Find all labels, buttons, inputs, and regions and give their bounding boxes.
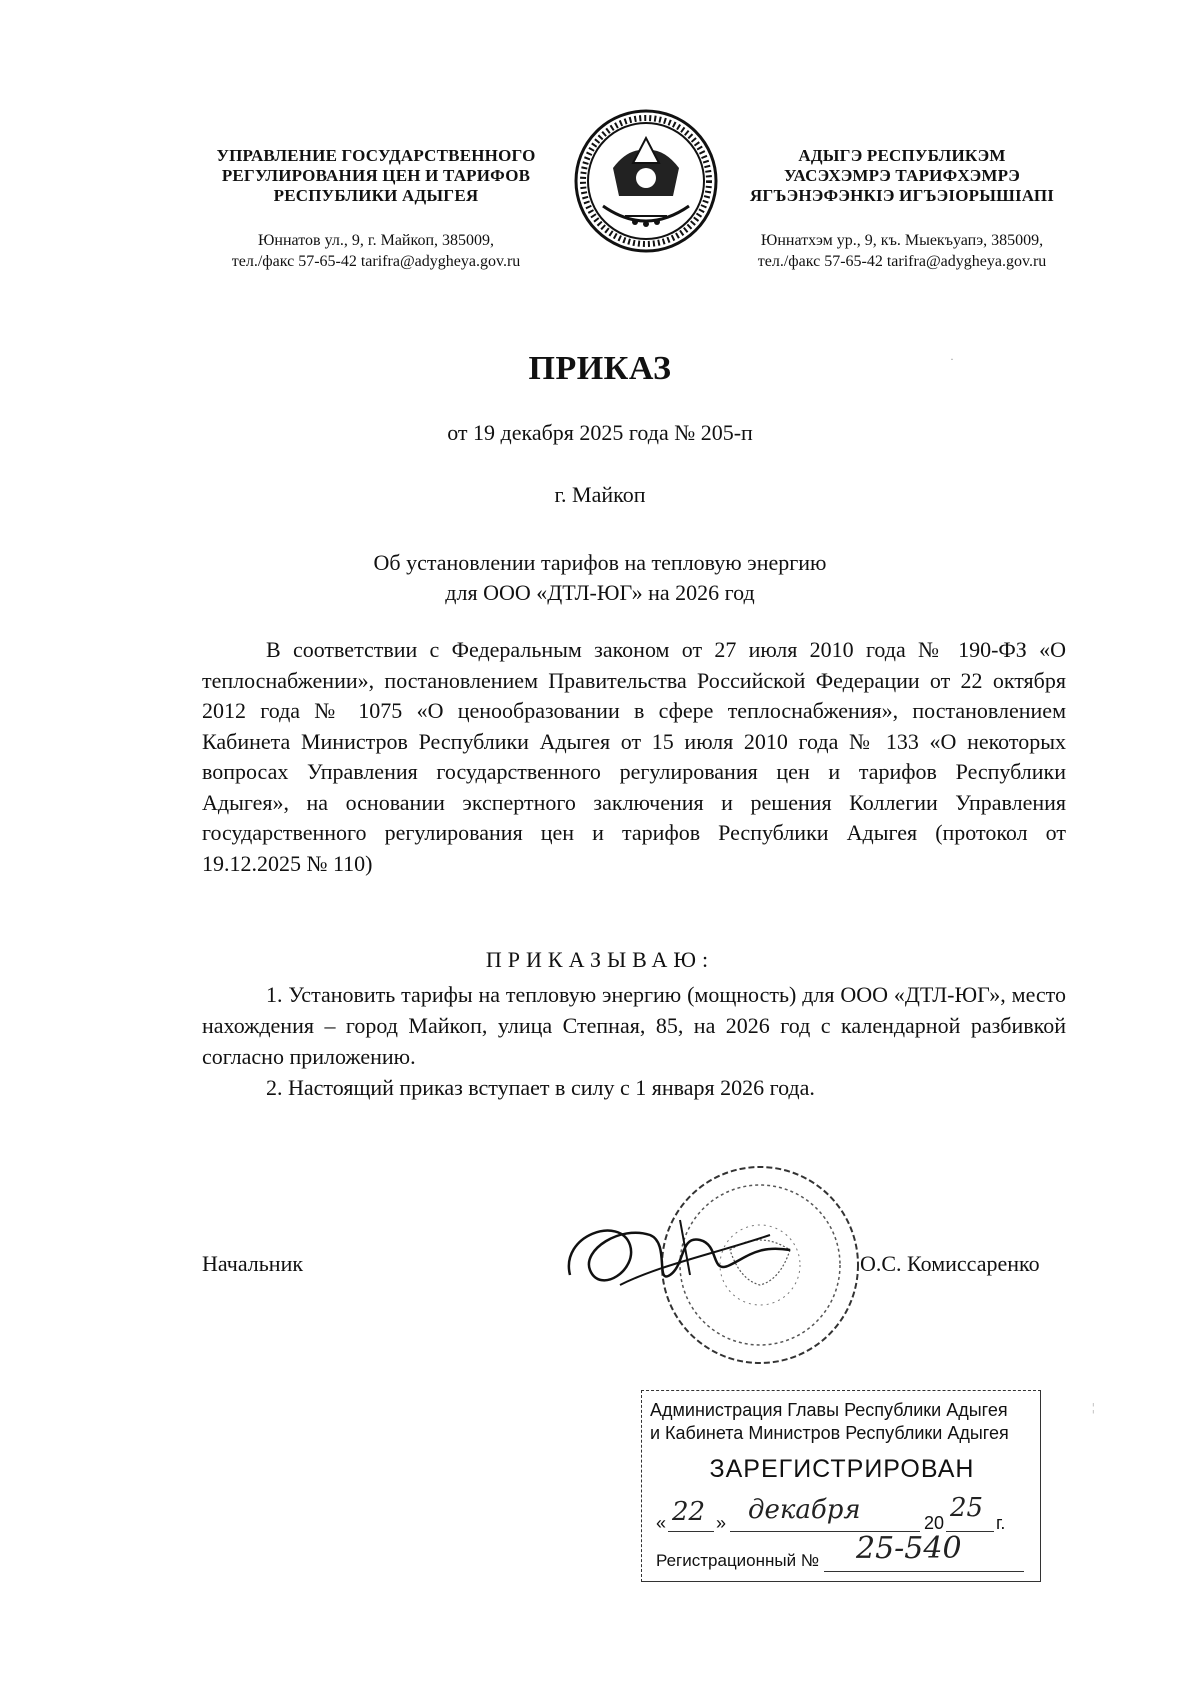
document-title: ПРИКАЗ bbox=[528, 350, 672, 387]
subject-line: Об установлении тарифов на тепловую энергию bbox=[373, 550, 827, 575]
decree-points bbox=[202, 979, 1066, 1103]
quote-open: « bbox=[656, 1513, 667, 1533]
republic-of-adygea-coat-of-arms-icon bbox=[573, 108, 719, 254]
header-right-block bbox=[722, 146, 1082, 272]
registration-number-label: Регистрационный № bbox=[656, 1551, 820, 1570]
agency-name-line: РЕСПУБЛИКИ АДЫГЕЯ bbox=[273, 186, 479, 205]
agency-name-line: УПРАВЛЕНИЕ ГОСУДАРСТВЕННОГО bbox=[216, 146, 536, 165]
agency-name-line: УАСЭХЭМРЭ ТАРИФХЭМРЭ bbox=[784, 166, 1020, 185]
handwritten-signature-icon bbox=[560, 1215, 860, 1305]
signatory-name: О.С. Комиссаренко bbox=[860, 1251, 1040, 1276]
registration-date bbox=[656, 1493, 1031, 1535]
address-line: Юннатов ул., 9, г. Майкоп, 385009, bbox=[257, 232, 495, 249]
authority-line: Администрация Главы Республики Адыгея bbox=[650, 1400, 1008, 1420]
subject-line: для ООО «ДТЛ-ЮГ» на 2026 год bbox=[445, 580, 755, 605]
scan-speck: ¦ bbox=[1092, 1400, 1095, 1414]
preamble-paragraph: В соответствии с Федеральным законом от 27 июля 2010 года № 190-ФЗ «О теплоснабжении», постановлением Правительства Российской Федерации от 22 октября 2012 года № 1075 «О ценообразовании в сфере теплоснабжения», постановлением Кабинета Министров Республики Адыгея от 15 июля 2010 года № 133 «О некоторых вопросах Управления государственного регулирования цен и тарифов Республики Адыгея», на основании экспертного заключения и решения Коллегии Управления государственного регулирования цен и тарифов Республики Адыгея (протокол от 19.12.2025 № 110) bbox=[202, 637, 1066, 876]
decree-point: 2. Настоящий приказ вступает в силу с 1 января 2026 года. bbox=[266, 1075, 815, 1100]
contact-line: тел./факс 57-65-42 tarifra@adygheya.gov.ru bbox=[757, 253, 1047, 270]
header-left-block bbox=[196, 146, 556, 272]
agency-address-ru bbox=[196, 230, 556, 272]
year-prefix: 20 bbox=[924, 1513, 945, 1533]
registration-day: 22 bbox=[672, 1497, 706, 1527]
registration-year: 25 bbox=[950, 1493, 984, 1523]
agency-name-line: АДЫГЭ РЕСПУБЛИКЭМ bbox=[798, 146, 1006, 165]
address-line: Юннатхэм ур., 9, къ. Мыекъуапэ, 385009, bbox=[760, 232, 1044, 249]
registering-authority bbox=[650, 1399, 1035, 1445]
year-suffix: г. bbox=[996, 1513, 1006, 1533]
agency-address-ady bbox=[722, 230, 1082, 272]
decree-point: 1. Установить тарифы на тепловую энергию (мощность) для ООО «ДТЛ-ЮГ», место нахождения – город Майкоп, улица Степная, 85, на 2026 год с календарной разбивкой согласно приложению. bbox=[202, 982, 1066, 1069]
quote-close: » bbox=[716, 1513, 727, 1533]
contact-line: тел./факс 57-65-42 tarifra@adygheya.gov.ru bbox=[231, 253, 521, 270]
agency-name-ady bbox=[722, 146, 1082, 206]
issue-city: г. Майкоп bbox=[554, 482, 646, 507]
scan-speck: · bbox=[950, 352, 954, 366]
registration-status: ЗАРЕГИСТРИРОВАН bbox=[709, 1455, 975, 1483]
registration-number: 25-540 bbox=[856, 1531, 962, 1566]
agency-name-ru bbox=[196, 146, 556, 206]
agency-name-line: РЕГУЛИРОВАНИЯ ЦЕН И ТАРИФОВ bbox=[221, 166, 531, 185]
order-date-number: от 19 декабря 2025 года № 205-п bbox=[447, 420, 753, 445]
registration-number-row bbox=[656, 1531, 1031, 1573]
registration-stamp bbox=[641, 1390, 1041, 1582]
decree-heading: ПРИКАЗЫВАЮ: bbox=[485, 947, 715, 972]
agency-name-line: ЯГЪЭНЭФЭНКIЭ ИГЪЭIОРЫШIАПI bbox=[749, 186, 1055, 205]
signatory-position: Начальник bbox=[202, 1251, 304, 1276]
order-subject bbox=[0, 548, 1200, 608]
registration-month: декабря bbox=[748, 1495, 861, 1525]
authority-line: и Кабинета Министров Республики Адыгея bbox=[650, 1423, 1009, 1443]
